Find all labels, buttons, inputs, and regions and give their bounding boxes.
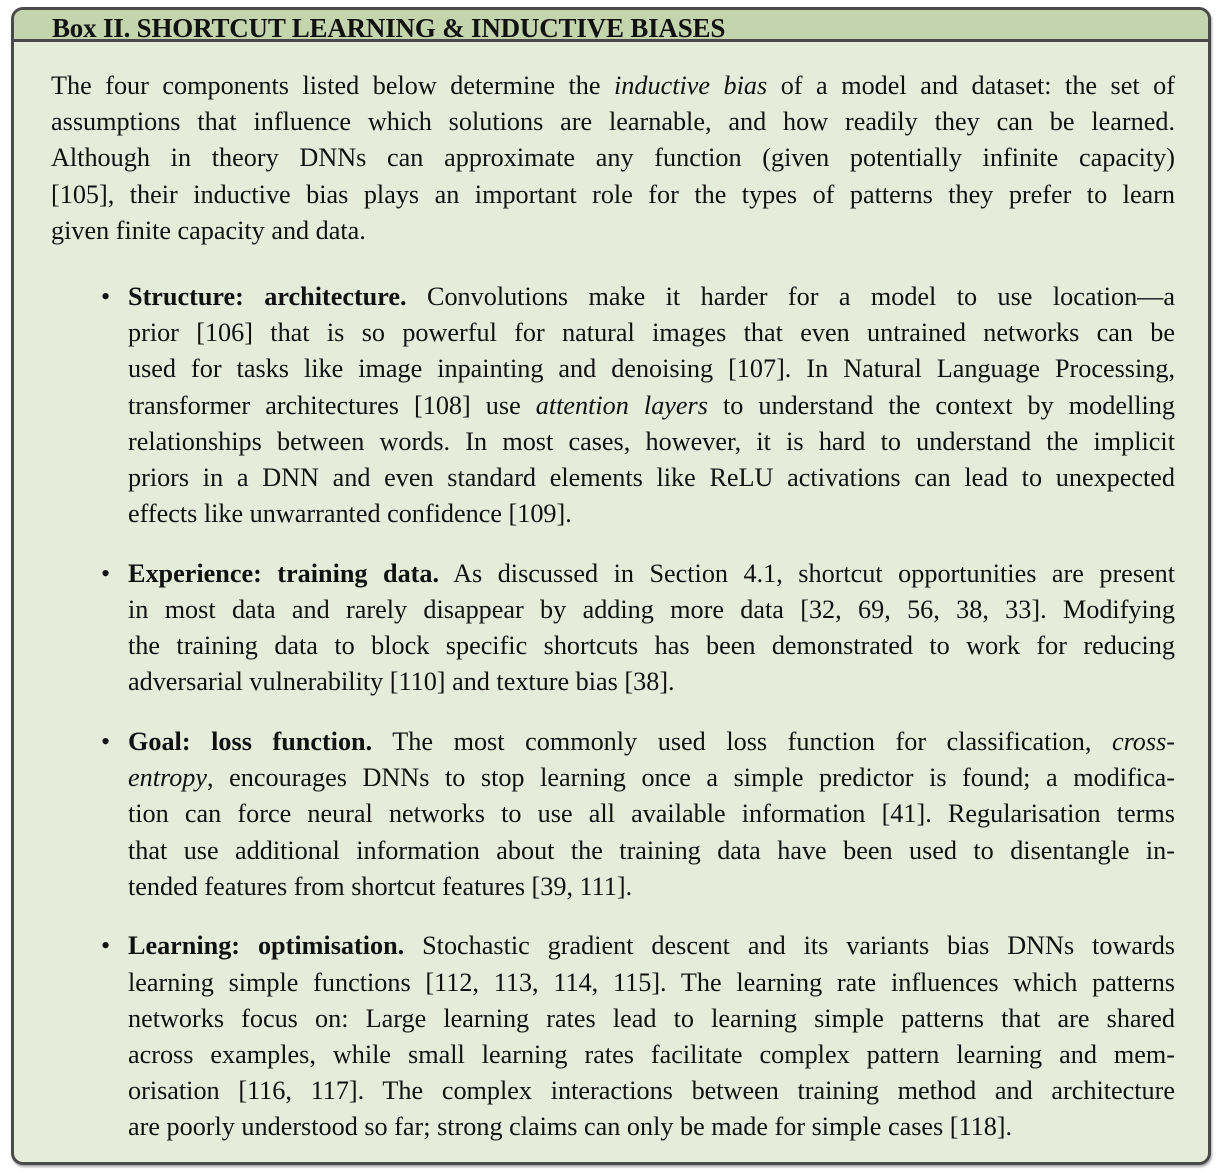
text-line (128, 928, 1175, 964)
text-segment: , encourages DNNs to stop learning once a simple predictor is found; a modifica- (207, 763, 1175, 793)
text-line (128, 965, 1175, 1001)
text-segment: networks focus on: Large learning rates lead to learning simple patterns that are shared (128, 1003, 1175, 1033)
text-segment: effects like unwarranted confidence [109]. (128, 499, 572, 529)
list-item-learning (51, 928, 1175, 1145)
text-line (128, 388, 1175, 424)
box-title: Box II. SHORTCUT LEARNING & INDUCTIVE BIASES (14, 10, 1208, 42)
text-line (128, 628, 1175, 664)
text-line (128, 279, 1175, 315)
list-item-experience (51, 556, 1175, 701)
text-segment: priors in a DNN and even standard elements like ReLU activations can lead to unexpected (128, 462, 1175, 492)
text-line (51, 213, 1175, 249)
bold-term: Learning: optimisation. (128, 931, 405, 961)
text-segment: learning simple functions [112, 113, 114, 115]. The learning rate influences which patterns (128, 967, 1175, 997)
text-line (128, 833, 1175, 869)
text-line (51, 104, 1175, 140)
box-content (51, 68, 1175, 1165)
text-line (128, 1037, 1175, 1073)
text-segment: prior [106] that is so powerful for natural images that even untrained networks can be (128, 318, 1175, 348)
list-item-text (128, 928, 1175, 1145)
text-segment: The four components listed below determine the (51, 71, 615, 100)
bold-term: Experience: training data. (128, 558, 440, 588)
text-line (51, 68, 1175, 104)
list-item-text (128, 724, 1175, 905)
text-segment: to understand the context by modelling (707, 390, 1175, 420)
text-line (128, 1073, 1175, 1109)
text-line (128, 869, 1175, 905)
text-line (128, 460, 1175, 496)
text-line (128, 724, 1175, 760)
text-line (51, 140, 1175, 176)
text-segment: Stochastic gradient descent and its variants bias DNNs towards (404, 931, 1175, 961)
text-segment: The most commonly used loss function for classification, (372, 727, 1112, 756)
text-line (128, 760, 1175, 796)
text-segment: tion can force neural networks to use all available information [41]. Regularisation terms (128, 799, 1175, 829)
text-line (128, 1001, 1175, 1037)
bullet-icon: • (101, 558, 111, 588)
list-item-text (128, 556, 1175, 701)
text-segment: transformer architectures [108] use (128, 390, 536, 420)
italic-term: inductive bias (614, 71, 768, 100)
bullet-list (51, 279, 1175, 1146)
bullet-icon: • (101, 281, 111, 311)
info-box (11, 7, 1211, 1165)
text-line (128, 496, 1175, 532)
bold-term: Structure: architecture. (128, 281, 407, 311)
text-line (128, 351, 1175, 387)
italic-term: cross- (1111, 727, 1176, 756)
text-segment: assumptions that influence which solutions are learnable, and how readily they can be learned. (51, 107, 1175, 137)
text-segment: Although in theory DNNs can approximate any function (given potentially infinite capacity) (51, 143, 1175, 173)
text-segment: in most data and rarely disappear by adding more data [32, 69, 56, 38, 33]. Modifying (128, 594, 1175, 624)
bold-term: Goal: loss function. (128, 727, 373, 756)
bullet-icon: • (101, 931, 111, 961)
text-segment: adversarial vulnerability [110] and texture bias [38]. (128, 667, 675, 697)
text-line (128, 664, 1175, 700)
text-segment: of a model and dataset: the set of (767, 71, 1175, 100)
text-line (128, 796, 1175, 832)
text-segment: the training data to block specific shortcuts has been demonstrated to work for reducing (128, 631, 1175, 661)
list-item-goal (51, 724, 1175, 905)
text-segment: across examples, while small learning rates facilitate complex pattern learning and mem- (128, 1040, 1175, 1069)
text-line (128, 424, 1175, 460)
text-segment: [105], their inductive bias plays an important role for the types of patterns they prefer to learn (51, 179, 1175, 209)
text-segment: relationships between words. In most cases, however, it is hard to understand the implicit (128, 426, 1175, 456)
italic-term: attention layers (535, 390, 708, 420)
text-line (128, 1109, 1175, 1145)
text-segment: that use additional information about the training data have been used to disentangle in- (128, 835, 1175, 865)
text-segment: orisation [116, 117]. The complex interactions between training method and architecture (128, 1076, 1175, 1106)
list-item-text (128, 279, 1175, 532)
italic-term: entropy (128, 763, 208, 793)
text-segment: Convolutions make it harder for a model to use location—a (406, 281, 1175, 311)
text-segment: As discussed in Section 4.1, shortcut opportunities are present (439, 558, 1175, 588)
bullet-icon: • (101, 727, 111, 756)
text-segment: used for tasks like image inpainting and denoising [107]. In Natural Language Processing, (128, 354, 1175, 384)
intro-paragraph (51, 68, 1175, 249)
text-line (128, 592, 1175, 628)
list-item-structure (51, 279, 1175, 532)
text-line (128, 315, 1175, 351)
text-segment: are poorly understood so far; strong claims can only be made for simple cases [118]. (128, 1112, 1013, 1142)
text-line (128, 556, 1175, 592)
text-segment: tended features from shortcut features [39, 111]. (128, 871, 633, 901)
text-line (51, 177, 1175, 213)
text-segment: given finite capacity and data. (51, 215, 366, 245)
